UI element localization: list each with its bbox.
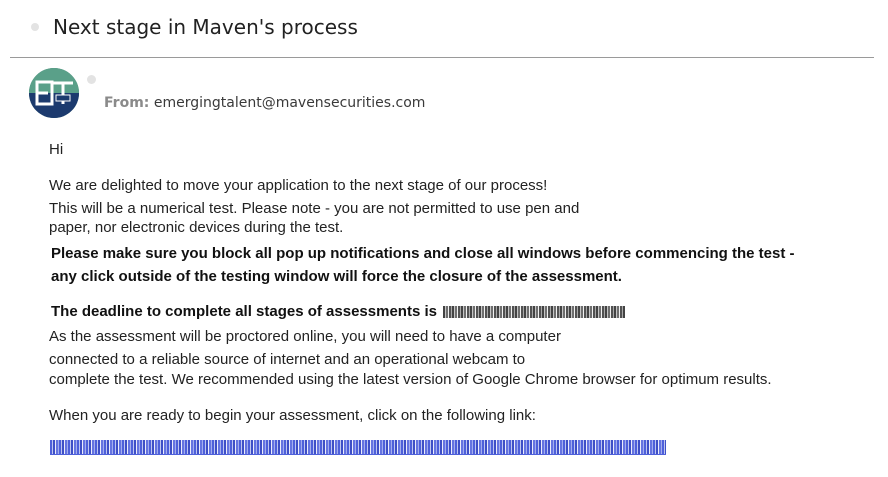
body-paragraph-2-line-2: connected to a reliable source of internet and an operational webcam to bbox=[49, 351, 526, 368]
et-logo-avatar-icon bbox=[29, 68, 79, 118]
body-paragraph-1-line-3: paper, nor electronic devices during the test. bbox=[49, 219, 344, 236]
body-paragraph-2-line-1: As the assessment will be proctored online, you will need to have a computer bbox=[49, 328, 561, 345]
from-line bbox=[104, 95, 425, 111]
greeting: Hi bbox=[49, 141, 64, 158]
sender-address[interactable]: emergingtalent@mavensecurities.com bbox=[153, 95, 426, 111]
email-subject: Next stage in Maven's process bbox=[53, 15, 358, 39]
unread-dot-icon bbox=[31, 23, 39, 31]
sender-avatar[interactable] bbox=[29, 68, 79, 118]
deadline-line bbox=[51, 303, 625, 320]
presence-status-icon bbox=[87, 75, 96, 84]
assessment-link[interactable] bbox=[50, 440, 666, 454]
warning-line-1: Please make sure you block all pop up notifications and close all windows before commencing the test - bbox=[51, 245, 795, 262]
body-paragraph-1-line-2: This will be a numerical test. Please note - you are not permitted to use pen and bbox=[49, 200, 580, 217]
warning-line-2: any click outside of the testing window will force the closure of the assessment. bbox=[51, 268, 622, 285]
deadline-label: The deadline to complete all stages of assessments is bbox=[51, 303, 437, 320]
redacted-deadline-date bbox=[443, 306, 625, 318]
header-divider bbox=[10, 57, 874, 58]
from-label: From: bbox=[104, 95, 150, 111]
body-paragraph-3-line-1: When you are ready to begin your assessment, click on the following link: bbox=[49, 407, 536, 424]
body-paragraph-2-line-3: complete the test. We recommended using the latest version of Google Chrome browser for optimum results. bbox=[49, 371, 772, 388]
body-paragraph-1-line-1: We are delighted to move your application to the next stage of our process! bbox=[49, 177, 548, 194]
email-subject-header bbox=[0, 0, 888, 58]
